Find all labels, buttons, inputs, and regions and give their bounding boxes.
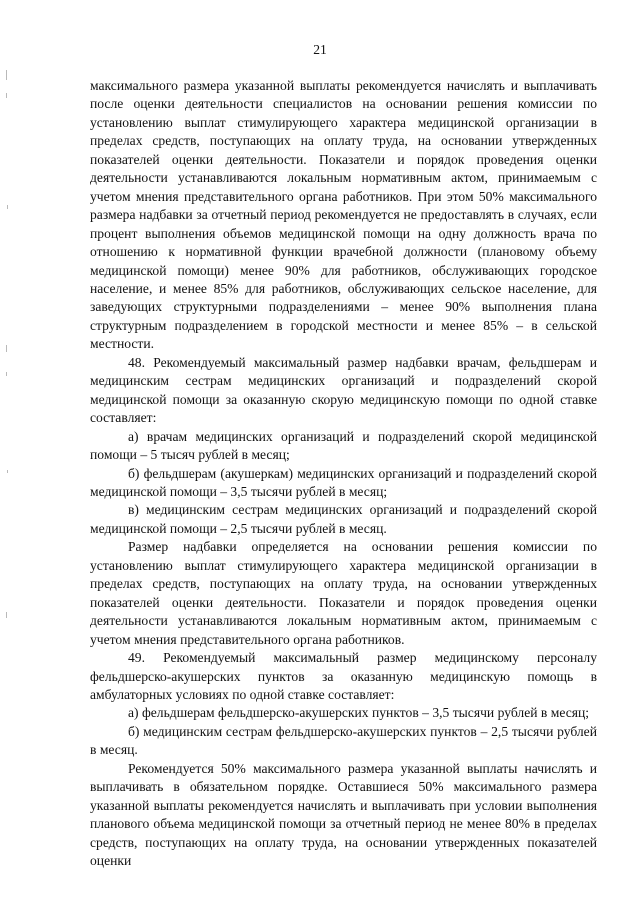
document-body: [90, 77, 597, 870]
paragraph-item-48: 48. Рекомендуемый максимальный размер надбавки врачам, фельдшерам и медицинским сестрам медицинских организаций и подразделений скорой медицинской помощи за оказанную скорую медицинскую помощи по одной ставке составляет:: [90, 354, 597, 426]
paragraph-item-49: 49. Рекомендуемый максимальный размер медицинскому персоналу фельдшерско-акушерских пунктов за оказанную медицинскую помощь в амбулаторных условиях по одной ставке составляет:: [90, 650, 597, 702]
paragraph-item-48-v: в) медицинским сестрам медицинских организаций и подразделений скорой медицинской помощи – 2,5 тысячи рублей в месяц.: [90, 502, 597, 536]
page-number: 21: [313, 42, 327, 57]
paragraph-item-48-a: а) врачам медицинских организаций и подразделений скорой медицинской помощи – 5 тысяч рублей в месяц;: [90, 428, 597, 463]
paragraph-item-49-b: б) медицинским сестрам фельдшерско-акушерских пунктов – 2,5 тысячи рублей в месяц.: [90, 723, 597, 758]
paragraph-item-48-b: б) фельдшерам (акушеркам) медицинских организаций и подразделений скорой медицинской помощи – 3,5 тысячи рублей в месяц;: [90, 465, 597, 499]
paragraph-continuation: максимального размера указанной выплаты рекомендуется начислять и выплачивать после оценки деятельности специалистов на основании решения комиссии по установлению выплат стимулирующего характера медицинской организации в пределах средств, поступающих на оплату труда, на основании утвержденных показателей оценки деятельности. Показатели и порядок проведения оценки деятельности устанавливаются локальным нормативным актом, принимаемым с учетом мнения представительного органа работников. При этом 50% максимального размера надбавки за отчетный период рекомендуется не предоставлять в случаях, если процент выполнения объемов медицинской помощи на одну должность врача по отношению к нормативной функции врачебной должности (плановому объему медицинской помощи) менее 90% для работников, обслуживающих городское население, и менее 85% для работников, обслуживающих сельское население, для заведующих структурными подразделениями – менее 90% выполнения плана структурным подразделением в городской местности и менее 85% – в сельской местности.: [90, 78, 597, 352]
paragraph-recommendation: Рекомендуется 50% максимального размера указанной выплаты начислять и выплачивать в обязательном порядке. Оставшиеся 50% максимального размера указанной выплаты рекомендуется начислять и выплачивать при условии выполнения планового объема медицинской помощи за отчетный период не менее 80% в пределах средств, поступающих на оплату труда, на основании утвержденных показателей оценки: [90, 760, 597, 869]
paragraph-bonus-size: Размер надбавки определяется на основании решения комиссии по установлению выплат стимулирующего характера медицинской организации в пределах средств, поступающих на оплату труда, на основании утвержденных показателей оценки деятельности. Показатели и порядок проведения оценки деятельности устанавливаются локальным нормативным актом, принимаемым с учетом мнения представительного органа работников.: [90, 539, 597, 647]
paragraph-item-49-a: а) фельдшерам фельдшерско-акушерских пунктов – 3,5 тысячи рублей в месяц;: [128, 705, 590, 721]
